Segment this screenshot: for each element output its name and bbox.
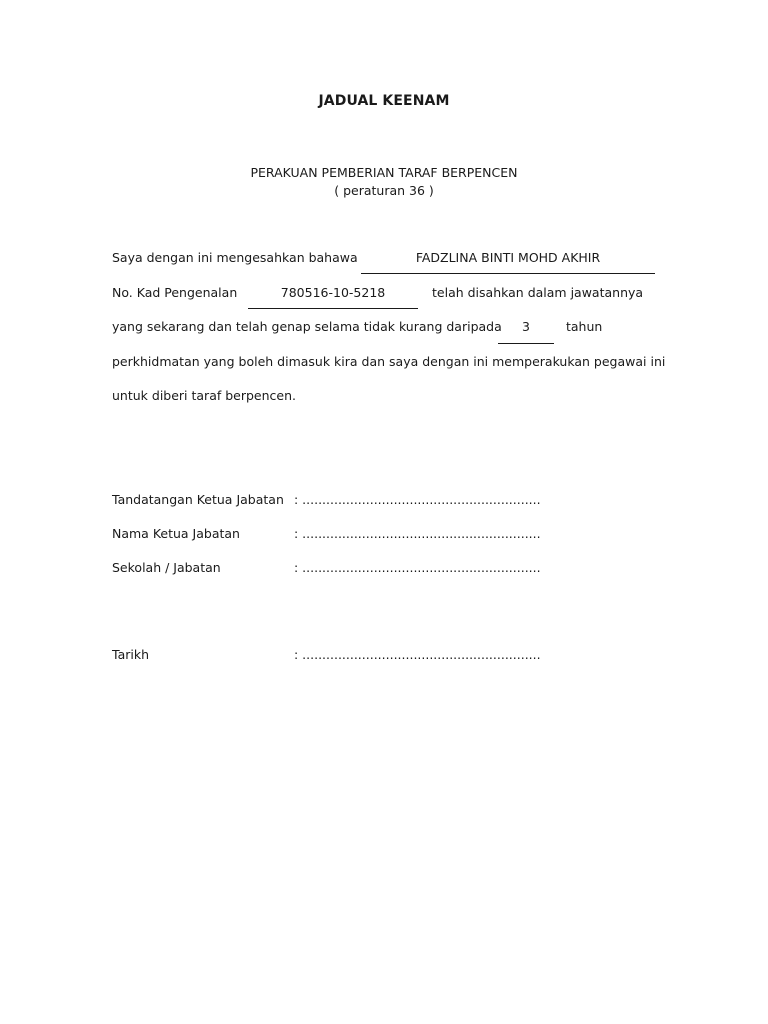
paragraph-line-1-prefix: Saya dengan ini mengesahkan bahawa [112,250,358,265]
paragraph-line-5: untuk diberi taraf berpencen. [112,388,297,403]
document-subtitle [0,164,768,200]
paragraph-line-2-suffix: telah disahkan dalam jawatannya [432,285,644,300]
name-value: FADZLINA BINTI MOHD AKHIR [415,250,601,265]
date-value: : ............................................................ [294,647,541,662]
years-field [498,319,554,344]
head-name-value: : ............................................................ [294,526,541,541]
date-label: Tarikh [112,647,149,662]
paragraph-line-3-prefix: yang sekarang dan telah genap selama tidak kurang daripada [112,319,502,334]
signature-value: : ............................................................ [294,492,541,507]
ic-number-value: 780516-10-5218 [280,285,386,300]
paragraph-line-2-prefix: No. Kad Pengenalan [112,285,238,300]
years-value: 3 [522,319,530,334]
head-name-label: Nama Ketua Jabatan [112,526,240,541]
name-field [361,250,655,274]
paragraph-line-3-suffix: tahun [566,319,603,334]
paragraph-line-4: perkhidmatan yang boleh dimasuk kira dan saya dengan ini memperakukan pegawai ini [112,354,666,369]
subtitle-line-2: ( peraturan 36 ) [334,183,434,198]
school-department-label: Sekolah / Jabatan [112,560,221,575]
subtitle-line-1: PERAKUAN PEMBERIAN TARAF BERPENCEN [250,165,518,180]
document-title: JADUAL KEENAM [318,93,450,109]
school-department-value: : ............................................................ [294,560,541,575]
ic-number-field [248,285,418,309]
signature-label: Tandatangan Ketua Jabatan [112,492,284,507]
